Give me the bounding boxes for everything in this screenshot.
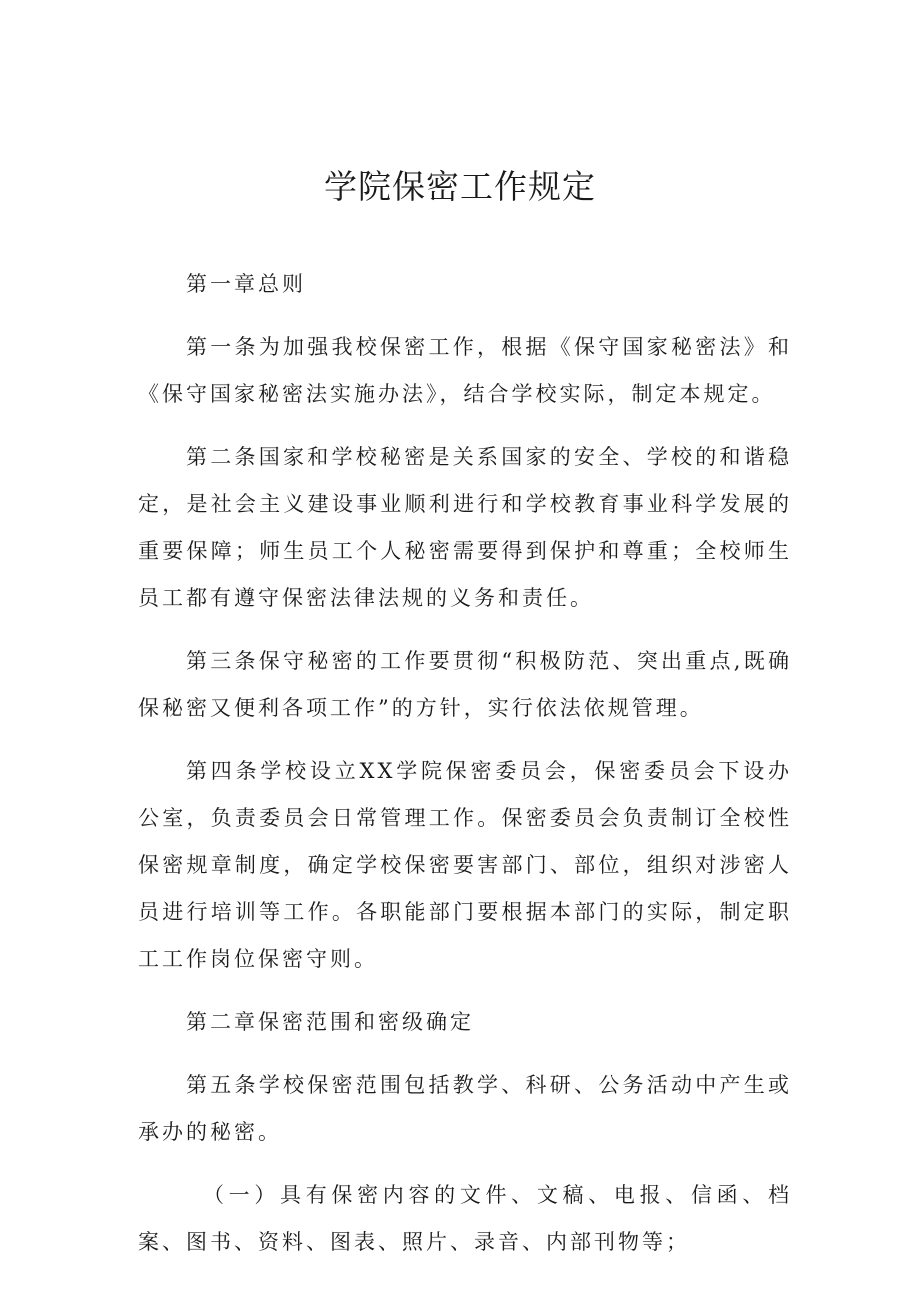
article-paragraph: 第二条国家和学校秘密是关系国家的安全、学校的和谐稳定，是社会主义建设事业顺利进行和学校教育事业科学发展的重要保障；师生员工个人秘密需要得到保护和尊重；全校师生员工都有遵守保密法律法规的义务和责任。 xyxy=(138,445,792,610)
chapter-heading: 第一章总则 xyxy=(186,272,306,296)
chapter-heading: 第二章保密范围和密级确定 xyxy=(186,1010,474,1034)
article-paragraph: 第一条为加强我校保密工作，根据《保守国家秘密法》和《保守国家秘密法实施办法》，结合学校实际，制定本规定。 xyxy=(138,335,792,406)
document-body xyxy=(138,261,792,1282)
list-item-paragraph: （一）具有保密内容的文件、文稿、电报、信函、档案、图书、资料、图表、照片、录音、内部刊物等； xyxy=(138,1183,792,1254)
article-paragraph: 第三条保守秘密的工作要贯彻“积极防范、突出重点,既确保秘密又便利各项工作”的方针，实行依法依规管理。 xyxy=(138,649,792,720)
article-paragraph: 第四条学校设立XX学院保密委员会，保密委员会下设办公室，负责委员会日常管理工作。保密委员会负责制订全校性保密规章制度，确定学校保密要害部门、部位，组织对涉密人员进行培训等工作。各职能部门要根据本部门的实际，制定职工工作岗位保密守则。 xyxy=(138,759,792,971)
document-title: 学院保密工作规定 xyxy=(324,167,596,206)
article-paragraph: 第五条学校保密范围包括教学、科研、公务活动中产生或承办的秘密。 xyxy=(138,1073,792,1144)
